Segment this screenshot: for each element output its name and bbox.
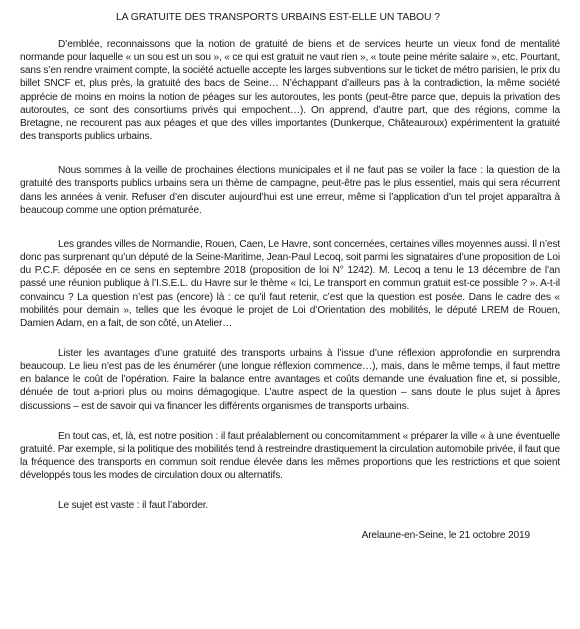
paragraph-spacer	[20, 482, 560, 499]
paragraph-spacer	[20, 330, 560, 347]
closing-sentence: Le sujet est vaste : il faut l’aborder.	[58, 500, 209, 512]
paragraph-spacer	[20, 217, 560, 238]
document-title: LA GRATUITE DES TRANSPORTS URBAINS EST-ELLE UN TABOU ?	[116, 12, 440, 23]
paragraph-2: Nous sommes à la veille de prochaines élections municipales et il ne faut pas se voiler la face : la question de la gratuité des transports publics urbains sera un thème de campagne, peut-être pas le plus essentiel, mais qui sera récurrent dans les années à venir. Refuser d’en discuter aujourd’hui est une erreur, même si l’application d’un tel projet apparaîtra à beaucoup comme une option prématurée.	[20, 165, 560, 216]
paragraph-3: Les grandes villes de Normandie, Rouen, Caen, Le Havre, sont concernées, certaines villes moyennes aussi. Il n’est donc pas surprenant qu’un député de la Seine-Maritime, Jean-Paul Lecoq, soit parmi les signataires d’une proposition de Loi du P.C.F. déposée en ce sens en septembre 2018 (proposition de loi N° 1242). M. Lecoq a tenu le 13 décembre de l’an passé une réunion publique à l’I.S.E.L. du Havre sur le thème « Ici, Le transport en commun gratuit est-ce possible ? ». A-t-il convaincu ? La question n’est pas (encore) là : ce qu’il faut retenir, c’est que la question est posée. Dans le cadre des « mobilités pour demain », telles que les évoque le projet de Loi d’Orientation des mobilités, le député LREM de Rouen, Damien Adam, en a fait, de son côté, un Atelier…	[20, 238, 560, 329]
paragraph-1: D’emblée, reconnaissons que la notion de gratuité de biens et de services heurte un vieux fond de mentalité normande pour laquelle « un sou est un sou », « ce qui est gratuit ne vaut rien », « toute peine mérite salaire », etc. Pourtant, sans s’en rendre vraiment compte, la société actuelle accepte les larges subventions sur le ticket de métro parisien, le prix du billet SNCF et, plus près, la gratuité des bacs de Seine… N’échappant d’ailleurs pas à la contradiction, la même société apprécie de moins en moins la notion de péages sur les autoroutes, les ponts (peut-être parce que, depuis la privation des autoroutes, ce sont des consortiums privés qui empochent…). On apprend, d’autre part, que des régions, comme la Bretagne, ne recourent pas aux péages et que des villes importantes (Dunkerque, Châteauroux) expérimentent la gratuité des transports publics urbains.	[20, 39, 560, 143]
paragraph-spacer	[20, 143, 560, 164]
paragraph-spacer	[20, 512, 560, 529]
signature-date-line: Arelaune-en-Seine, le 21 octobre 2019	[361, 530, 530, 542]
paragraph-4: Lister les avantages d’une gratuité des transports urbains à l’issue d’une réflexion approfondie en surprendra beaucoup. Le lieu n’est pas de les énumérer (une longue réflexion commence…), mais, dans le même temps, il faut mettre en balance le coût de l’opération. Faire la balance entre avantages et coûts demande une évaluation fine et, si possible, dénuée de tout a-priori plus ou moins démagogique. L’autre aspect de la question – sans doute le plus sujet à âpres discussions – est de savoir qui va financer les différents organismes de transports urbains.	[20, 347, 560, 412]
paragraph-spacer	[20, 413, 560, 430]
paragraph-5: En tout cas, et, là, est notre position : il faut préalablement ou concomitamment « préparer la ville « à une éventuelle gratuité. Par exemple, si la politique des mobilités tend à restreindre drastiquement la circulation automobile privée, il faut que la fréquence des transports en commun soit rendue élevée dans les mêmes proportions que les restrictions et que soient développés tous les modes de circulation doux ou alternatifs.	[20, 430, 560, 482]
